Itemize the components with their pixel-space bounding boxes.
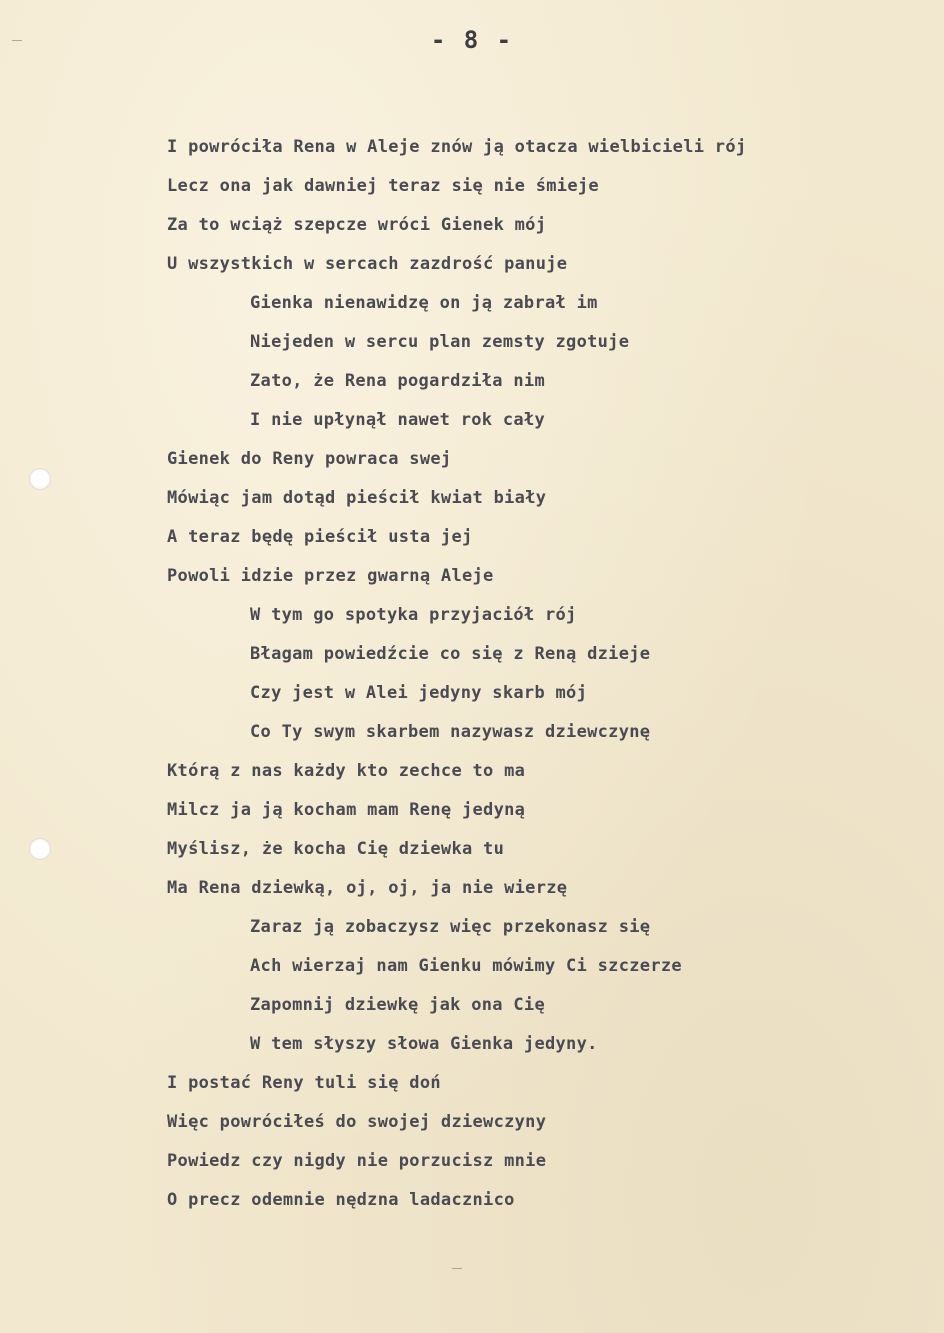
poem-line: A teraz będę pieścił usta jej: [167, 527, 473, 547]
punch-hole-lower: [29, 838, 51, 860]
poem-line: Mówiąc jam dotąd pieścił kwiat biały: [167, 488, 547, 508]
fold-mark-bottom: [452, 1268, 462, 1269]
poem-text: [167, 134, 887, 1226]
poem-line: Zapomnij dziewkę jak ona Cię: [250, 995, 545, 1015]
poem-line: Lecz ona jak dawniej teraz się nie śmieje: [167, 176, 599, 196]
poem-line: I nie upłynął nawet rok cały: [250, 410, 545, 430]
poem-line: Co Ty swym skarbem nazywasz dziewczynę: [250, 722, 651, 742]
poem-line: Zaraz ją zobaczysz więc przekonasz się: [250, 917, 651, 937]
poem-line: Gienka nienawidzę on ją zabrał im: [250, 293, 598, 313]
poem-line: Niejeden w sercu plan zemsty zgotuje: [250, 332, 630, 352]
poem-line: I postać Reny tuli się doń: [167, 1073, 441, 1093]
poem-line: Powoli idzie przez gwarną Aleje: [167, 566, 494, 586]
poem-line: Gienek do Reny powraca swej: [167, 449, 452, 469]
poem-line: Powiedz czy nigdy nie porzucisz mnie: [167, 1151, 547, 1171]
poem-line: U wszystkich w sercach zazdrość panuje: [167, 254, 568, 274]
poem-line: I powróciła Rena w Aleje znów ją otacza wielbicieli rój: [167, 137, 747, 157]
page-number: - 8 -: [430, 26, 514, 54]
poem-line: Za to wciąż szepcze wróci Gienek mój: [167, 215, 547, 235]
poem-line: Milcz ja ją kocham mam Renę jedyną: [167, 800, 526, 820]
punch-hole-upper: [29, 468, 51, 490]
poem-line: Myślisz, że kocha Cię dziewka tu: [167, 839, 505, 859]
fold-mark-left: [12, 40, 22, 41]
poem-line: O precz odemnie nędzna ladacznico: [167, 1190, 515, 1210]
poem-line: Którą z nas każdy kto zechce to ma: [167, 761, 526, 781]
poem-line: Błagam powiedźcie co się z Reną dzieje: [250, 644, 651, 664]
poem-line: Zato, że Rena pogardziła nim: [250, 371, 545, 391]
poem-line: Ach wierzaj nam Gienku mówimy Ci szczerze: [250, 956, 682, 976]
poem-line: W tem słyszy słowa Gienka jedyny.: [250, 1034, 598, 1054]
poem-line: Więc powróciłeś do swojej dziewczyny: [167, 1112, 547, 1132]
poem-line: Ma Rena dziewką, oj, oj, ja nie wierzę: [167, 878, 568, 898]
poem-line: W tym go spotyka przyjaciół rój: [250, 605, 577, 625]
poem-line: Czy jest w Alei jedyny skarb mój: [250, 683, 588, 703]
